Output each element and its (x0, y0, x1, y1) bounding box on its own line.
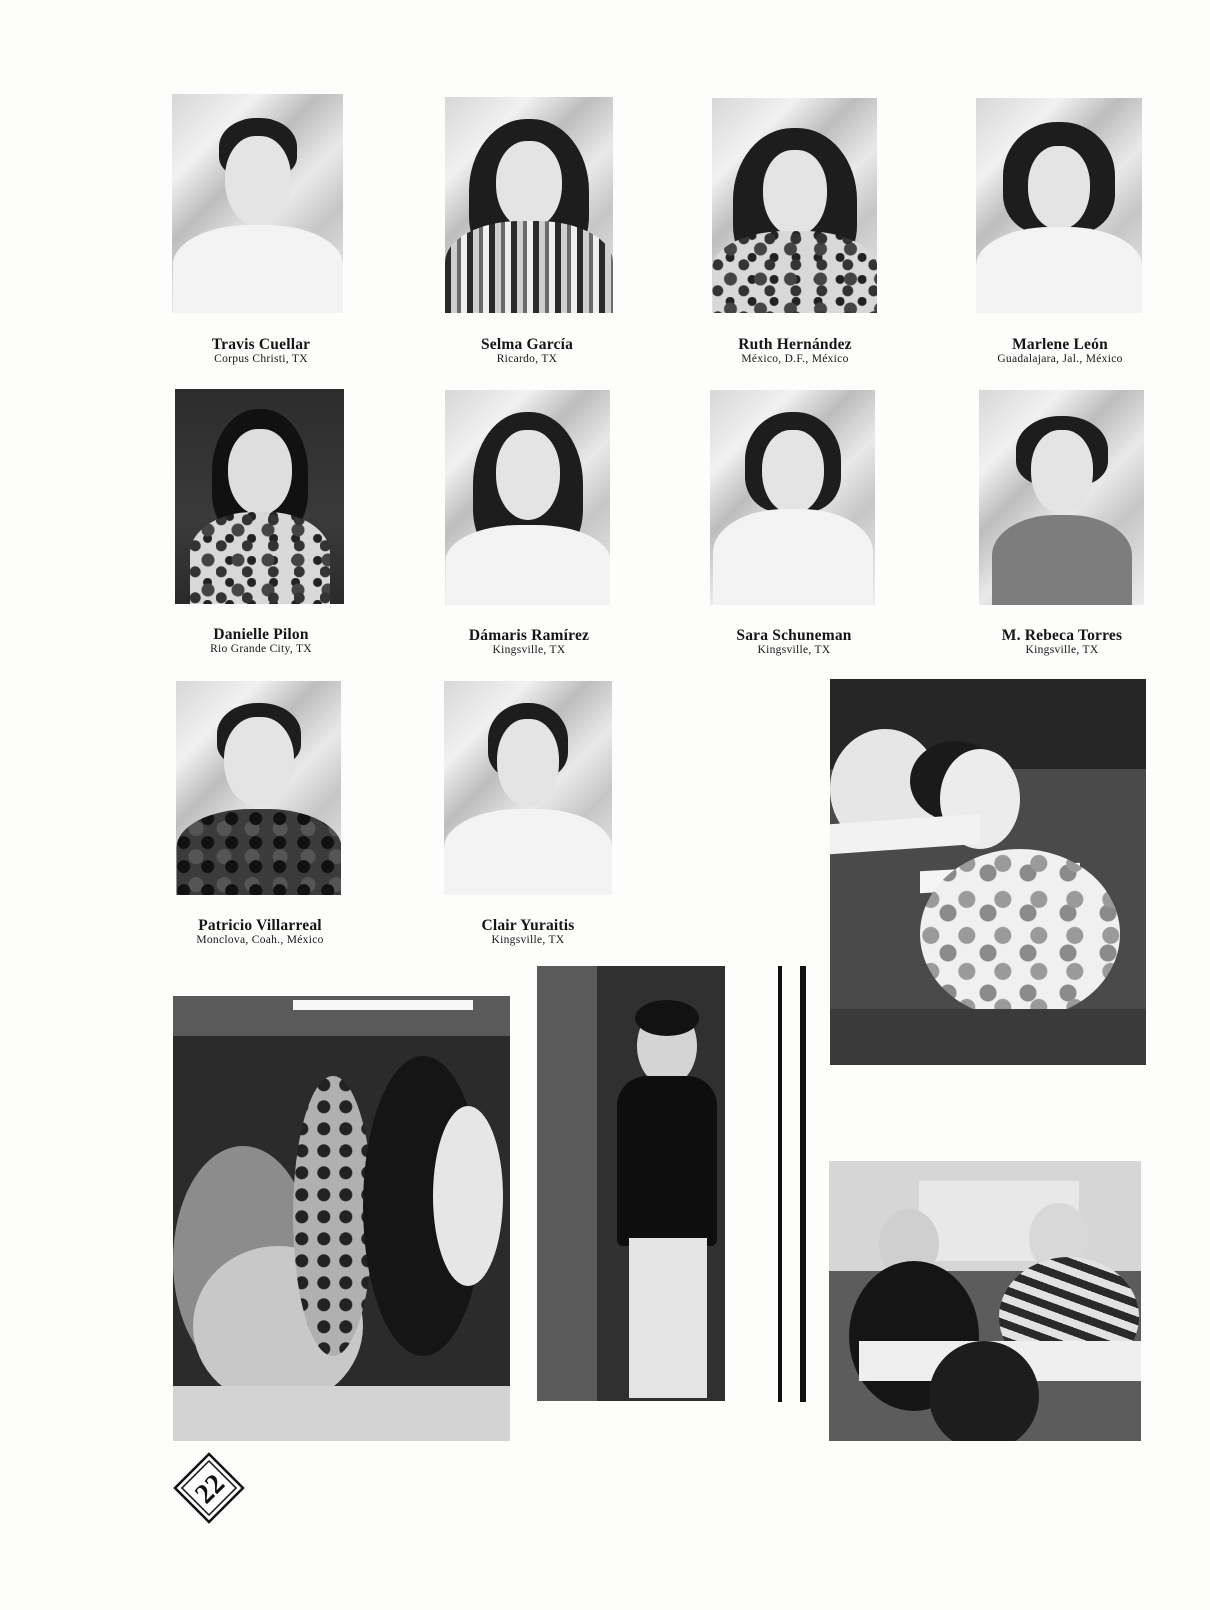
student-hometown: Kingsville, TX (491, 934, 565, 946)
photo-figure (929, 1341, 1039, 1441)
portrait-photo (445, 97, 613, 313)
student-hometown: Guadalajara, Jal., México (997, 353, 1123, 365)
student-caption (695, 336, 895, 366)
student-name: Clair Yuraitis (481, 917, 575, 934)
student-caption (161, 336, 361, 366)
portrait-face (763, 150, 827, 236)
portrait-torso (712, 231, 877, 313)
photo-wall (537, 966, 597, 1401)
student-name: Dámaris Ramírez (468, 627, 590, 644)
portrait-face (1031, 430, 1093, 514)
portrait-face (762, 430, 824, 514)
student-hometown: México, D.F., México (741, 353, 849, 365)
photo-figure (920, 849, 1120, 1019)
portrait-photo (979, 390, 1144, 605)
portrait-torso (976, 227, 1142, 313)
portrait-photo (710, 390, 875, 605)
page-number: 22 (189, 1468, 231, 1510)
portrait-face (497, 719, 559, 807)
portrait-photo (976, 98, 1142, 313)
portrait-face (496, 141, 562, 229)
student-hometown: Ricardo, TX (496, 353, 558, 365)
portrait-face (224, 717, 294, 807)
portrait-torso (445, 525, 610, 605)
page-number-diamond-icon (173, 1452, 245, 1524)
photo-light (293, 1000, 473, 1010)
student-hometown: Monclova, Coah., México (196, 934, 324, 946)
student-name: Patricio Villarreal (198, 917, 322, 934)
student-hometown: Corpus Christi, TX (214, 353, 308, 365)
student-name: Selma García (480, 336, 574, 353)
student-name: M. Rebeca Torres (1001, 627, 1123, 644)
student-caption (427, 336, 627, 366)
portrait-torso (176, 809, 341, 895)
student-caption (429, 627, 629, 657)
photo-figure (293, 1076, 373, 1356)
student-name: Ruth Hernández (738, 336, 852, 353)
student-hometown: Kingsville, TX (492, 644, 566, 656)
crop-mark (782, 966, 800, 1402)
student-caption (960, 336, 1160, 366)
portrait-photo (712, 98, 877, 313)
candid-photo-classroom-desk (830, 679, 1146, 1065)
portrait-photo (444, 681, 612, 895)
photo-floor (830, 1009, 1146, 1065)
portrait-photo (445, 390, 610, 605)
student-caption (694, 627, 894, 657)
student-hometown: Kingsville, TX (757, 644, 831, 656)
photo-floor (173, 1386, 510, 1441)
portrait-torso (445, 221, 613, 313)
portrait-face (1028, 146, 1090, 230)
portrait-torso (190, 512, 330, 604)
portrait-torso (713, 509, 873, 605)
photo-figure (433, 1106, 503, 1286)
candid-photo-hallway-group (173, 996, 510, 1441)
photo-legs (629, 1238, 707, 1398)
portrait-face (228, 429, 292, 515)
candid-photo-study-table (829, 1161, 1141, 1441)
portrait-torso (992, 515, 1132, 605)
portrait-face (496, 430, 560, 520)
portrait-face (225, 136, 291, 226)
portrait-photo (175, 389, 344, 604)
page-number-badge (173, 1452, 245, 1524)
student-name: Sara Schuneman (736, 627, 852, 644)
student-caption (161, 626, 361, 656)
student-name: Marlene León (1012, 336, 1108, 353)
student-caption (428, 917, 628, 947)
photo-torso (617, 1076, 717, 1246)
student-caption (160, 917, 360, 947)
photo-hair (635, 1000, 699, 1036)
student-name: Danielle Pilon (213, 626, 309, 643)
student-caption (962, 627, 1162, 657)
portrait-torso (444, 809, 612, 895)
candid-photo-standing-student (537, 966, 725, 1401)
portrait-photo (176, 681, 341, 895)
portrait-photo (172, 94, 343, 313)
portrait-torso (173, 225, 343, 313)
student-hometown: Rio Grande City, TX (210, 643, 312, 655)
student-hometown: Kingsville, TX (1025, 644, 1099, 656)
student-name: Travis Cuellar (211, 336, 311, 353)
